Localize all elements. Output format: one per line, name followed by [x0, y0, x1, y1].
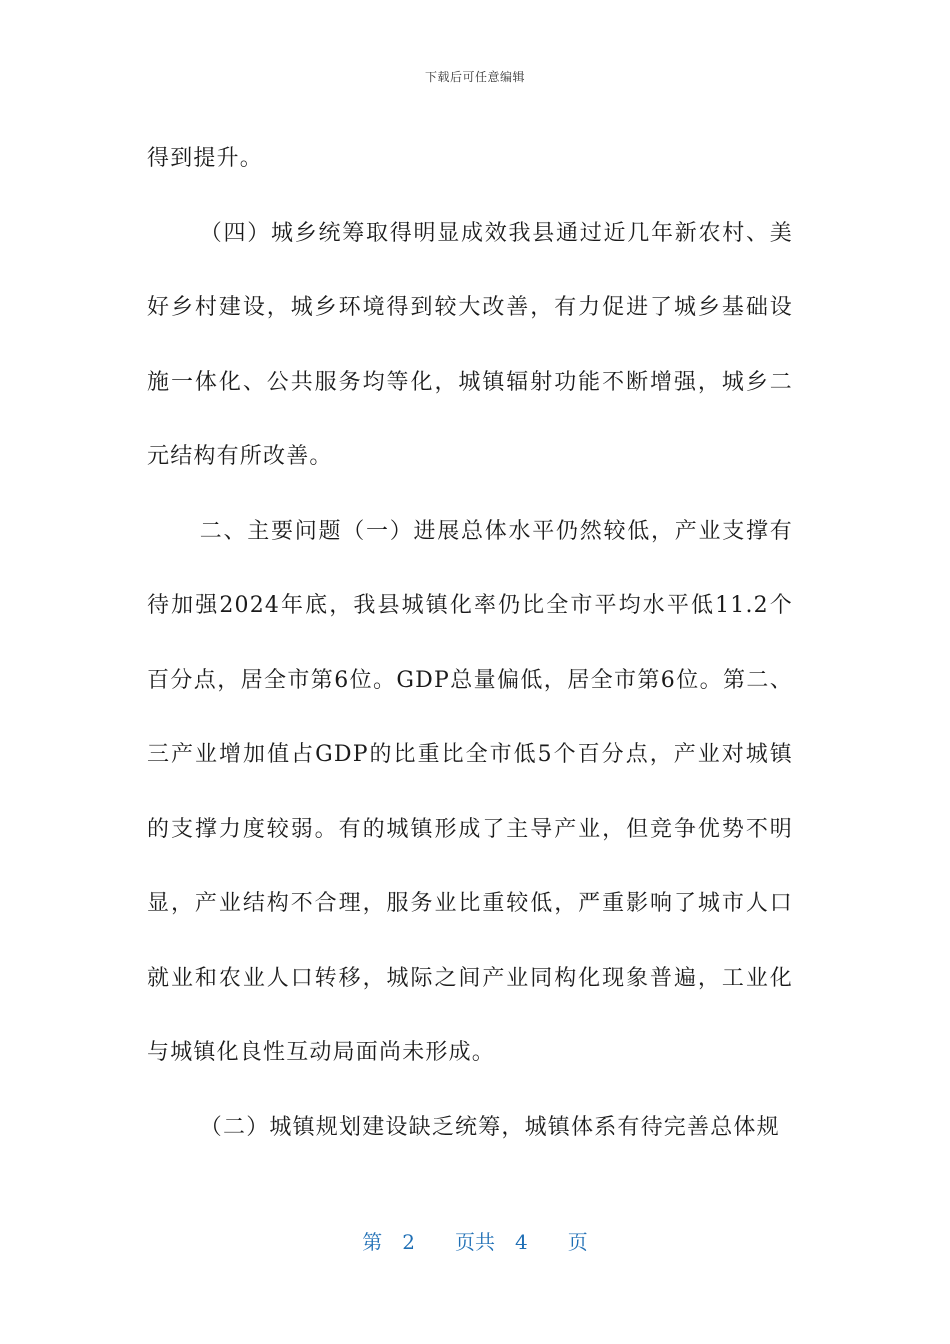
- page-footer: [0, 1226, 950, 1255]
- footer-middle: 页共: [455, 1230, 495, 1254]
- paragraph-2: （四）城乡统筹取得明显成效我县通过近几年新农村、美好乡村建设，城乡环境得到较大改善，有力促进了城乡基础设施一体化、公共服务均等化，城镇辐射功能不断增强，城乡二元结构有所改善。: [147, 220, 793, 469]
- page-header-note: 下载后可任意编辑: [424, 70, 525, 84]
- footer-page-number: 2: [402, 1230, 415, 1254]
- document-body: [147, 122, 793, 1165]
- footer-suffix: 页: [567, 1230, 588, 1254]
- paragraph-4: （二）城镇规划建设缺乏统筹，城镇体系有待完善总体规: [199, 1114, 780, 1140]
- paragraph-1: 得到提升。: [147, 146, 264, 171]
- paragraph-3: 二、主要问题（一）进展总体水平仍然较低，产业支撑有待加强2024年底，我县城镇化率仍比全市平均水平低11.2个百分点，居全市第6位。GDP总量偏低，居全市第6位。第二、三产业增加值占GDP的比重比全市低5个百分点，产业对城镇的支撑力度较弱。有的城镇形成了主导产业，但竞争优势不明显，产业结构不合理，服务业比重较低，严重影响了城市人口就业和农业人口转移，城际之间产业同构化现象普遍，工业化与城镇化良性互动局面尚未形成。: [147, 518, 793, 1065]
- footer-prefix: 第: [362, 1230, 383, 1254]
- footer-total-pages: 4: [515, 1230, 528, 1254]
